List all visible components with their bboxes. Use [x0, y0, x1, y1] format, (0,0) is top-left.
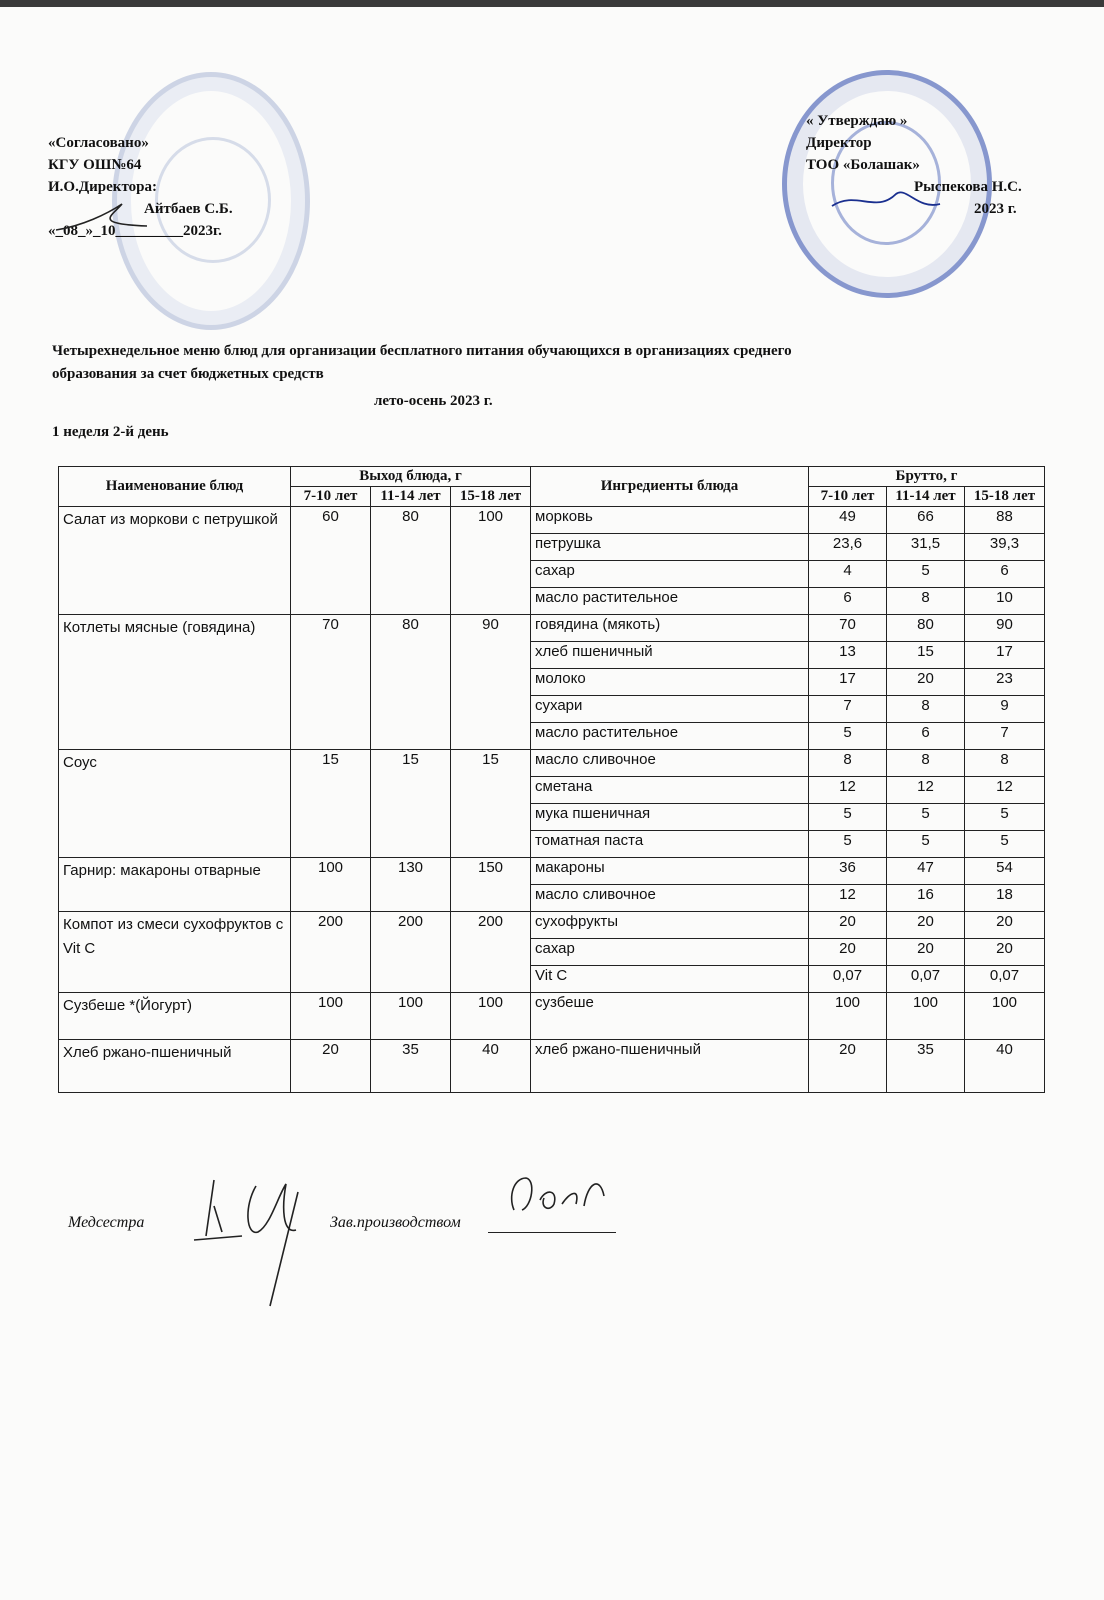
- ingredient-name-cell: сметана: [531, 777, 809, 804]
- table-row: [59, 750, 1045, 777]
- ingredient-gross-cell: 8: [965, 750, 1045, 777]
- right-director-signature: [826, 180, 946, 220]
- document-subtitle: лето-осень 2023 г.: [374, 393, 493, 409]
- ingredient-name-cell: сухофрукты: [531, 912, 809, 939]
- ingredient-gross-cell: 17: [809, 669, 887, 696]
- left-approval-signer: Айтбаев С.Б.: [144, 201, 233, 217]
- ingredient-gross-cell: 10: [965, 588, 1045, 615]
- dish-yield-cell: 200: [291, 912, 371, 993]
- ingredient-gross-cell: 88: [965, 507, 1045, 534]
- ingredient-name-cell: масло сливочное: [531, 885, 809, 912]
- ingredient-gross-cell: 6: [809, 588, 887, 615]
- ingredient-gross-cell: 20: [965, 939, 1045, 966]
- ingredient-gross-cell: 23,6: [809, 534, 887, 561]
- right-approval-org: ТОО «Болашак»: [806, 157, 920, 173]
- header-yield: Выход блюда, г: [291, 467, 531, 487]
- dish-yield-cell: 150: [451, 858, 531, 912]
- ingredient-gross-cell: 16: [887, 885, 965, 912]
- document-title: Четырехнедельное меню блюд для организации бесплатного питания обучающихся в организациях среднего образования за счет бюджетных средств: [52, 343, 792, 382]
- dish-yield-cell: 90: [451, 615, 531, 750]
- ingredient-gross-cell: 31,5: [887, 534, 965, 561]
- ingredient-gross-cell: 0,07: [965, 966, 1045, 993]
- ingredient-gross-cell: 13: [809, 642, 887, 669]
- ingredient-gross-cell: 20: [965, 912, 1045, 939]
- dish-yield-cell: 60: [291, 507, 371, 615]
- ingredient-gross-cell: 8: [887, 696, 965, 723]
- ingredient-gross-cell: 66: [887, 507, 965, 534]
- ingredient-gross-cell: 18: [965, 885, 1045, 912]
- ingredient-gross-cell: 15: [887, 642, 965, 669]
- dish-yield-cell: 70: [291, 615, 371, 750]
- dish-name-cell: Котлеты мясные (говядина): [59, 615, 291, 750]
- ingredient-gross-cell: 17: [965, 642, 1045, 669]
- ingredient-gross-cell: 4: [809, 561, 887, 588]
- ingredient-name-cell: молоко: [531, 669, 809, 696]
- ingredient-gross-cell: 5: [965, 831, 1045, 858]
- ingredient-name-cell: сухари: [531, 696, 809, 723]
- ingredient-gross-cell: 100: [965, 993, 1045, 1040]
- header-yield-age-15-18: 15-18 лет: [451, 487, 531, 507]
- ingredient-gross-cell: 35: [887, 1040, 965, 1093]
- header-ingredients: Ингредиенты блюда: [531, 467, 809, 507]
- ingredient-gross-cell: 20: [809, 1040, 887, 1093]
- ingredient-gross-cell: 70: [809, 615, 887, 642]
- dish-yield-cell: 15: [451, 750, 531, 858]
- left-approval-date: «_08_»_10_________2023г.: [48, 223, 222, 239]
- dish-yield-cell: 80: [371, 615, 451, 750]
- header-gross: Брутто, г: [809, 467, 1045, 487]
- ingredient-gross-cell: 80: [887, 615, 965, 642]
- dish-yield-cell: 100: [291, 993, 371, 1040]
- ingredient-gross-cell: 9: [965, 696, 1045, 723]
- ingredient-gross-cell: 5: [809, 804, 887, 831]
- table-row: [59, 507, 1045, 534]
- ingredient-name-cell: петрушка: [531, 534, 809, 561]
- ingredient-gross-cell: 8: [887, 750, 965, 777]
- nurse-signature: [186, 1166, 336, 1316]
- right-approval-signer: Рыспекова Н.С.: [914, 179, 1022, 195]
- right-approval-position: Директор: [806, 135, 872, 151]
- ingredient-name-cell: морковь: [531, 507, 809, 534]
- ingredient-name-cell: сузбеше: [531, 993, 809, 1040]
- right-approval-date: 2023 г.: [974, 201, 1017, 217]
- header-gross-age-11-14: 11-14 лет: [887, 487, 965, 507]
- ingredient-name-cell: Vit C: [531, 966, 809, 993]
- dish-yield-cell: 20: [291, 1040, 371, 1093]
- ingredient-gross-cell: 20: [809, 939, 887, 966]
- ingredient-name-cell: хлеб ржано-пшеничный: [531, 1040, 809, 1093]
- left-approval-heading: «Согласовано»: [48, 135, 149, 151]
- ingredient-name-cell: масло растительное: [531, 588, 809, 615]
- production-manager-label: Зав.производством: [330, 1214, 461, 1231]
- ingredient-name-cell: хлеб пшеничный: [531, 642, 809, 669]
- ingredient-gross-cell: 90: [965, 615, 1045, 642]
- table-row: [59, 615, 1045, 642]
- ingredient-gross-cell: 6: [965, 561, 1045, 588]
- ingredient-gross-cell: 0,07: [809, 966, 887, 993]
- ingredient-name-cell: сахар: [531, 561, 809, 588]
- left-director-signature: [52, 196, 152, 236]
- ingredient-gross-cell: 20: [887, 939, 965, 966]
- ingredient-gross-cell: 5: [965, 804, 1045, 831]
- ingredient-gross-cell: 5: [809, 831, 887, 858]
- ingredient-gross-cell: 8: [887, 588, 965, 615]
- ingredient-gross-cell: 6: [887, 723, 965, 750]
- ingredient-gross-cell: 20: [887, 669, 965, 696]
- top-edge: [0, 0, 1104, 7]
- ingredient-name-cell: сахар: [531, 939, 809, 966]
- ingredient-gross-cell: 5: [887, 561, 965, 588]
- dish-name-cell: Сузбеше *(Йогурт): [59, 993, 291, 1040]
- ingredient-gross-cell: 12: [965, 777, 1045, 804]
- table-row: [59, 993, 1045, 1040]
- header-yield-age-7-10: 7-10 лет: [291, 487, 371, 507]
- ingredient-name-cell: макароны: [531, 858, 809, 885]
- ingredient-name-cell: масло растительное: [531, 723, 809, 750]
- dish-yield-cell: 200: [371, 912, 451, 993]
- ingredient-gross-cell: 20: [809, 912, 887, 939]
- dish-yield-cell: 100: [451, 507, 531, 615]
- table-row: [59, 912, 1045, 939]
- ingredient-gross-cell: 20: [887, 912, 965, 939]
- dish-name-cell: Гарнир: макароны отварные: [59, 858, 291, 912]
- dish-name-cell: Компот из смеси сухофруктов с Vit C: [59, 912, 291, 993]
- dish-yield-cell: 40: [451, 1040, 531, 1093]
- header-gross-age-7-10: 7-10 лет: [809, 487, 887, 507]
- ingredient-gross-cell: 49: [809, 507, 887, 534]
- ingredient-gross-cell: 12: [887, 777, 965, 804]
- production-signature-line: [488, 1232, 616, 1233]
- dish-yield-cell: 35: [371, 1040, 451, 1093]
- ingredient-gross-cell: 5: [887, 804, 965, 831]
- dish-yield-cell: 100: [371, 993, 451, 1040]
- header-yield-age-11-14: 11-14 лет: [371, 487, 451, 507]
- ingredient-name-cell: говядина (мякоть): [531, 615, 809, 642]
- ingredient-gross-cell: 8: [809, 750, 887, 777]
- ingredient-name-cell: мука пшеничная: [531, 804, 809, 831]
- dish-yield-cell: 100: [451, 993, 531, 1040]
- ingredient-gross-cell: 40: [965, 1040, 1045, 1093]
- header-gross-age-15-18: 15-18 лет: [965, 487, 1045, 507]
- ingredient-gross-cell: 39,3: [965, 534, 1045, 561]
- dish-name-cell: Хлеб ржано-пшеничный: [59, 1040, 291, 1093]
- ingredient-gross-cell: 7: [809, 696, 887, 723]
- ingredient-gross-cell: 54: [965, 858, 1045, 885]
- ingredient-gross-cell: 12: [809, 885, 887, 912]
- dish-yield-cell: 15: [371, 750, 451, 858]
- left-approval-org: КГУ ОШ№64: [48, 157, 142, 173]
- menu-day-label: 1 неделя 2-й день: [52, 424, 169, 440]
- dish-yield-cell: 130: [371, 858, 451, 912]
- right-approval-heading: « Утверждаю »: [806, 113, 908, 129]
- ingredient-gross-cell: 100: [887, 993, 965, 1040]
- nurse-label: Медсестра: [68, 1214, 145, 1231]
- left-approval-position: И.О.Директора:: [48, 179, 157, 195]
- ingredient-name-cell: томатная паста: [531, 831, 809, 858]
- ingredient-gross-cell: 5: [887, 831, 965, 858]
- header-dish-name: Наименование блюд: [59, 467, 291, 507]
- ingredient-gross-cell: 0,07: [887, 966, 965, 993]
- ingredient-gross-cell: 100: [809, 993, 887, 1040]
- menu-table-body: [59, 507, 1045, 1093]
- dish-name-cell: Соус: [59, 750, 291, 858]
- ingredient-gross-cell: 5: [809, 723, 887, 750]
- signature-footer: [68, 1214, 461, 1232]
- table-row: [59, 1040, 1045, 1093]
- dish-yield-cell: 80: [371, 507, 451, 615]
- ingredient-name-cell: масло сливочное: [531, 750, 809, 777]
- ingredient-gross-cell: 36: [809, 858, 887, 885]
- dish-yield-cell: 100: [291, 858, 371, 912]
- dish-name-cell: Салат из моркови с петрушкой: [59, 507, 291, 615]
- ingredient-gross-cell: 7: [965, 723, 1045, 750]
- menu-table: [58, 466, 1045, 1093]
- production-manager-signature: [500, 1166, 610, 1224]
- dish-yield-cell: 15: [291, 750, 371, 858]
- dish-yield-cell: 200: [451, 912, 531, 993]
- ingredient-gross-cell: 47: [887, 858, 965, 885]
- table-row: [59, 858, 1045, 885]
- ingredient-gross-cell: 12: [809, 777, 887, 804]
- ingredient-gross-cell: 23: [965, 669, 1045, 696]
